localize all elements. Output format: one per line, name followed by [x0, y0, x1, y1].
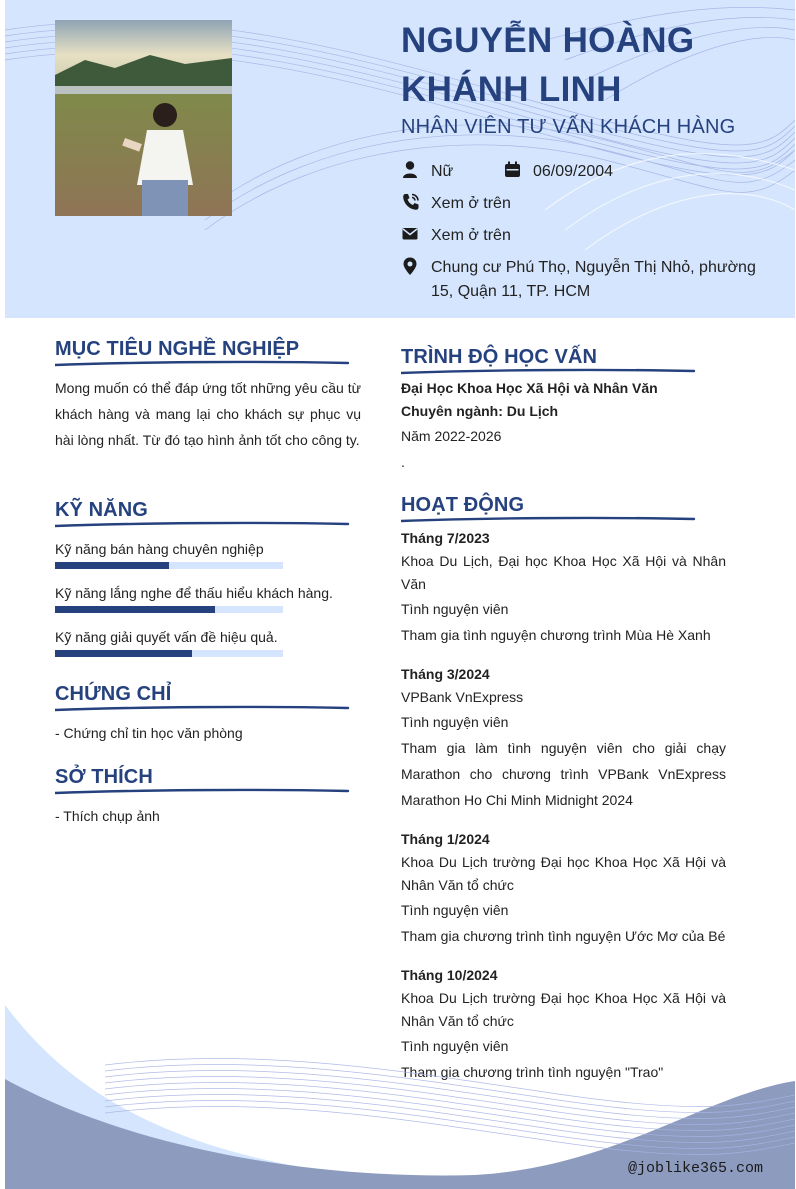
- job-title: NHÂN VIÊN TƯ VẤN KHÁCH HÀNG: [401, 116, 736, 138]
- activity-org: Khoa Du Lịch trường Đại học Khoa Học Xã Hội và Nhân Văn tổ chức: [401, 990, 726, 1029]
- phone-row: [401, 192, 511, 216]
- email-value: Xem ở trên: [431, 227, 511, 244]
- activities-title: HOẠT ĐỘNG: [401, 494, 525, 516]
- activity-date: Tháng 1/2024: [401, 831, 490, 847]
- activity-item: [401, 528, 726, 648]
- activity-item: [401, 829, 726, 949]
- certificates-underline: [55, 704, 355, 714]
- email-row: [401, 224, 511, 248]
- activities-underline: [401, 515, 701, 525]
- skill-bar: [55, 606, 283, 613]
- skills-underline: [55, 520, 355, 530]
- cv-page: [5, 0, 795, 1189]
- user-icon: [401, 160, 421, 180]
- birthday-row: [503, 160, 613, 184]
- activity-role: Tình nguyện viên: [401, 1038, 509, 1054]
- map-pin-icon: [401, 256, 421, 276]
- activity-org: VPBank VnExpress: [401, 689, 524, 705]
- hobbies-underline: [55, 787, 355, 797]
- profile-photo: [55, 20, 232, 216]
- activity-role: Tình nguyện viên: [401, 902, 509, 918]
- calendar-icon: [503, 160, 523, 180]
- activity-desc: Tham gia tình nguyện chương trình Mùa Hè Xanh: [401, 627, 711, 643]
- phone-icon: [401, 192, 421, 212]
- education-underline: [401, 367, 701, 377]
- activity-desc: Tham gia làm tình nguyện viên cho giải chạy Marathon cho chương trình VPBank VnExpress Marathon Ho Chi Minh Midnight 2024: [401, 740, 726, 808]
- activity-org: Khoa Du Lịch trường Đại học Khoa Học Xã Hội và Nhân Văn tổ chức: [401, 854, 726, 893]
- gender-row: [401, 160, 453, 184]
- brand-watermark: @joblike365.com: [627, 1160, 763, 1177]
- activity-role: Tình nguyện viên: [401, 601, 509, 617]
- skill-label: Kỹ năng lắng nghe để thấu hiểu khách hàng.: [55, 585, 333, 601]
- activity-org: Khoa Du Lịch, Đại học Khoa Học Xã Hội và Nhân Văn: [401, 553, 726, 592]
- skill-bar-fill: [55, 606, 215, 613]
- envelope-icon: [401, 224, 421, 244]
- objective-underline: [55, 359, 355, 369]
- skills-title: KỸ NĂNG: [55, 499, 148, 521]
- hobbies-title: SỞ THÍCH: [55, 766, 153, 788]
- certificates-title: CHỨNG CHỈ: [55, 683, 172, 705]
- skill-bar-fill: [55, 650, 192, 657]
- education-years: Năm 2022-2026: [401, 428, 502, 444]
- candidate-name: NGUYỄN HOÀNG KHÁNH LINH: [401, 21, 695, 109]
- activity-item: [401, 664, 726, 813]
- objective-text: Mong muốn có thể đáp ứng tốt những yêu cầu từ khách hàng và mang lại cho khách sự phục vụ hài lòng nhất. Từ đó tạo hình ảnh tốt cho công ty.: [55, 380, 361, 448]
- gender-value: Nữ: [431, 163, 454, 180]
- skill-bar: [55, 650, 283, 657]
- address-row: [401, 256, 761, 304]
- education-block: [401, 377, 731, 475]
- phone-value: Xem ở trên: [431, 195, 511, 212]
- header-banner: [5, 0, 795, 318]
- skill-label: Kỹ năng bán hàng chuyên nghiệp: [55, 541, 264, 557]
- address-value: Chung cư Phú Thọ, Nguyễn Thị Nhỏ, phường 15, Quận 11, TP. HCM: [431, 259, 756, 300]
- skill-bar: [55, 562, 283, 569]
- skill-bar-fill: [55, 562, 169, 569]
- activity-date: Tháng 10/2024: [401, 967, 498, 983]
- birthday-value: 06/09/2004: [533, 163, 614, 180]
- activity-desc: Tham gia chương trình tình nguyện Ước Mơ của Bé: [401, 928, 726, 944]
- education-title: TRÌNH ĐỘ HỌC VẤN: [401, 346, 598, 368]
- activity-date: Tháng 7/2023: [401, 530, 490, 546]
- education-note: .: [401, 454, 405, 470]
- activity-date: Tháng 3/2024: [401, 666, 490, 682]
- hobby-item: - Thích chụp ảnh: [55, 808, 160, 824]
- activity-desc: Tham gia chương trình tình nguyện "Trao": [401, 1064, 664, 1080]
- school-name: Đại Học Khoa Học Xã Hội và Nhân Văn: [401, 380, 658, 396]
- objective-title: MỤC TIÊU NGHỀ NGHIỆP: [55, 338, 300, 360]
- certificate-item: - Chứng chỉ tin học văn phòng: [55, 725, 243, 741]
- skill-label: Kỹ năng giải quyết vấn đề hiệu quả.: [55, 629, 278, 645]
- education-major: Chuyên ngành: Du Lịch: [401, 403, 559, 419]
- activity-role: Tình nguyện viên: [401, 714, 509, 730]
